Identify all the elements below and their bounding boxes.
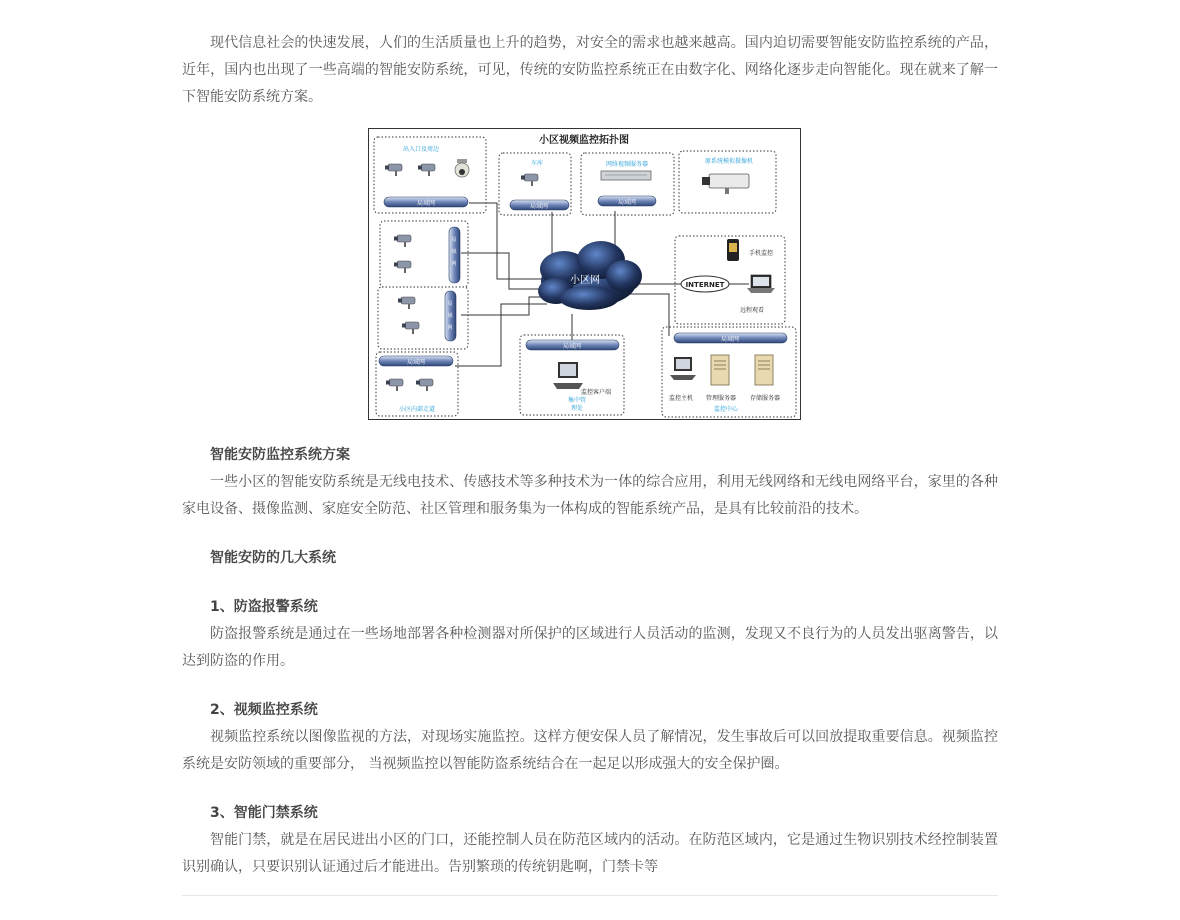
cloud-label: 小区网 — [569, 275, 600, 286]
internet-label: INTERNET — [685, 281, 724, 289]
section-heading: 智能安防的几大系统 — [210, 550, 336, 566]
lan-label: 局域网 — [617, 199, 636, 206]
host-label: 监控主机 — [668, 395, 693, 402]
svg-text:网: 网 — [450, 261, 457, 267]
internet-icon — [681, 276, 729, 292]
svg-text:网: 网 — [446, 325, 453, 331]
center-label-a: 集中管 — [567, 397, 586, 404]
video-server-label: 网络视频服务器 — [605, 161, 648, 168]
lan-label: 局域网 — [529, 203, 548, 210]
entrance-label: 出入口及周边 — [402, 146, 439, 153]
phone-label: 手机监控 — [748, 250, 773, 257]
analog-camera-icon — [702, 174, 749, 194]
inner-road-label: 小区内部走道 — [398, 406, 435, 413]
mgmt-label: 管理服务器 — [705, 395, 736, 402]
client-label: 监控客户端 — [580, 389, 611, 396]
monitor-center-label: 监控中心 — [713, 406, 738, 413]
phone-icon — [727, 239, 739, 261]
topology-diagram — [368, 128, 801, 420]
garage-label: 车库 — [530, 160, 543, 167]
client-pc-icon — [553, 362, 583, 389]
laptop-icon — [747, 275, 775, 293]
section-body: 一些小区的智能安防系统是无线电技术、传感技术等多种技术为一体的综合应用，利用无线网络和无线电网络平台，家里的各种家电设备、摄像监测、家庭安全防范、社区管理和服务集为一体构成的智能系统产品，是具有比较前沿的技术。 — [182, 474, 998, 517]
lan-label: 局域网 — [562, 343, 581, 350]
svg-text:域: 域 — [446, 313, 453, 319]
lan-label: 局域网 — [406, 359, 425, 366]
host-pc-icon — [670, 357, 696, 380]
svg-text:域: 域 — [450, 249, 457, 255]
section-body: 智能门禁，就是在居民进出小区的门口，还能控制人员在防范区域内的活动。在防范区域内，它是通过生物识别技术经控制装置识别确认，只要识别认证通过后才能进出。告别繁琐的传统钥匙啊，门禁卡等 — [182, 832, 998, 875]
article — [182, 30, 998, 881]
section-body: 防盗报警系统是通过在一些场地部署各种检测器对所保护的区域进行人员活动的监测，发现又不良行为的人员发出驱离警告，以达到防盗的作用。 — [182, 626, 998, 669]
video-server-icon — [601, 171, 651, 180]
lan-label: 局域网 — [720, 336, 739, 343]
svg-text:局: 局 — [446, 301, 453, 307]
remote-label: 远程观看 — [739, 307, 764, 314]
intro-paragraph: 现代信息社会的快速发展，人们的生活质量也上升的趋势，对安全的需求也越来越高。国内迫切需要智能安防监控系统的产品，近年，国内也出现了一些高端的智能安防系统，可见，传统的安防监控系统正在由数字化、网络化逐步走向智能化。现在就来了解一下智能安防系统方案。 — [182, 35, 998, 105]
bottom-divider — [182, 895, 998, 896]
svg-text:局: 局 — [450, 237, 457, 243]
section-body: 视频监控系统以图像监视的方法，对现场实施监控。这样方便安保人员了解情况，发生事故后可以回放提取重要信息。视频监控系统是安防领域的重要部分， 当视频监控以智能防盗系统结合在一起足以形成强大的安全保护圈。 — [182, 729, 998, 772]
section-heading: 3、智能门禁系统 — [210, 805, 318, 821]
storage-label: 存储服务器 — [749, 395, 780, 402]
center-label-b: 理处 — [570, 405, 583, 412]
analog-cam-label: 原系统模拟摄像机 — [704, 158, 753, 165]
diagram-title: 小区视频监控拓扑图 — [538, 135, 629, 146]
cloud-network-icon — [538, 241, 642, 310]
section-heading: 1、防盗报警系统 — [210, 599, 318, 615]
section-heading: 智能安防监控系统方案 — [210, 447, 350, 463]
lan-label: 局域网 — [416, 200, 435, 207]
section-heading: 2、视频监控系统 — [210, 702, 318, 718]
